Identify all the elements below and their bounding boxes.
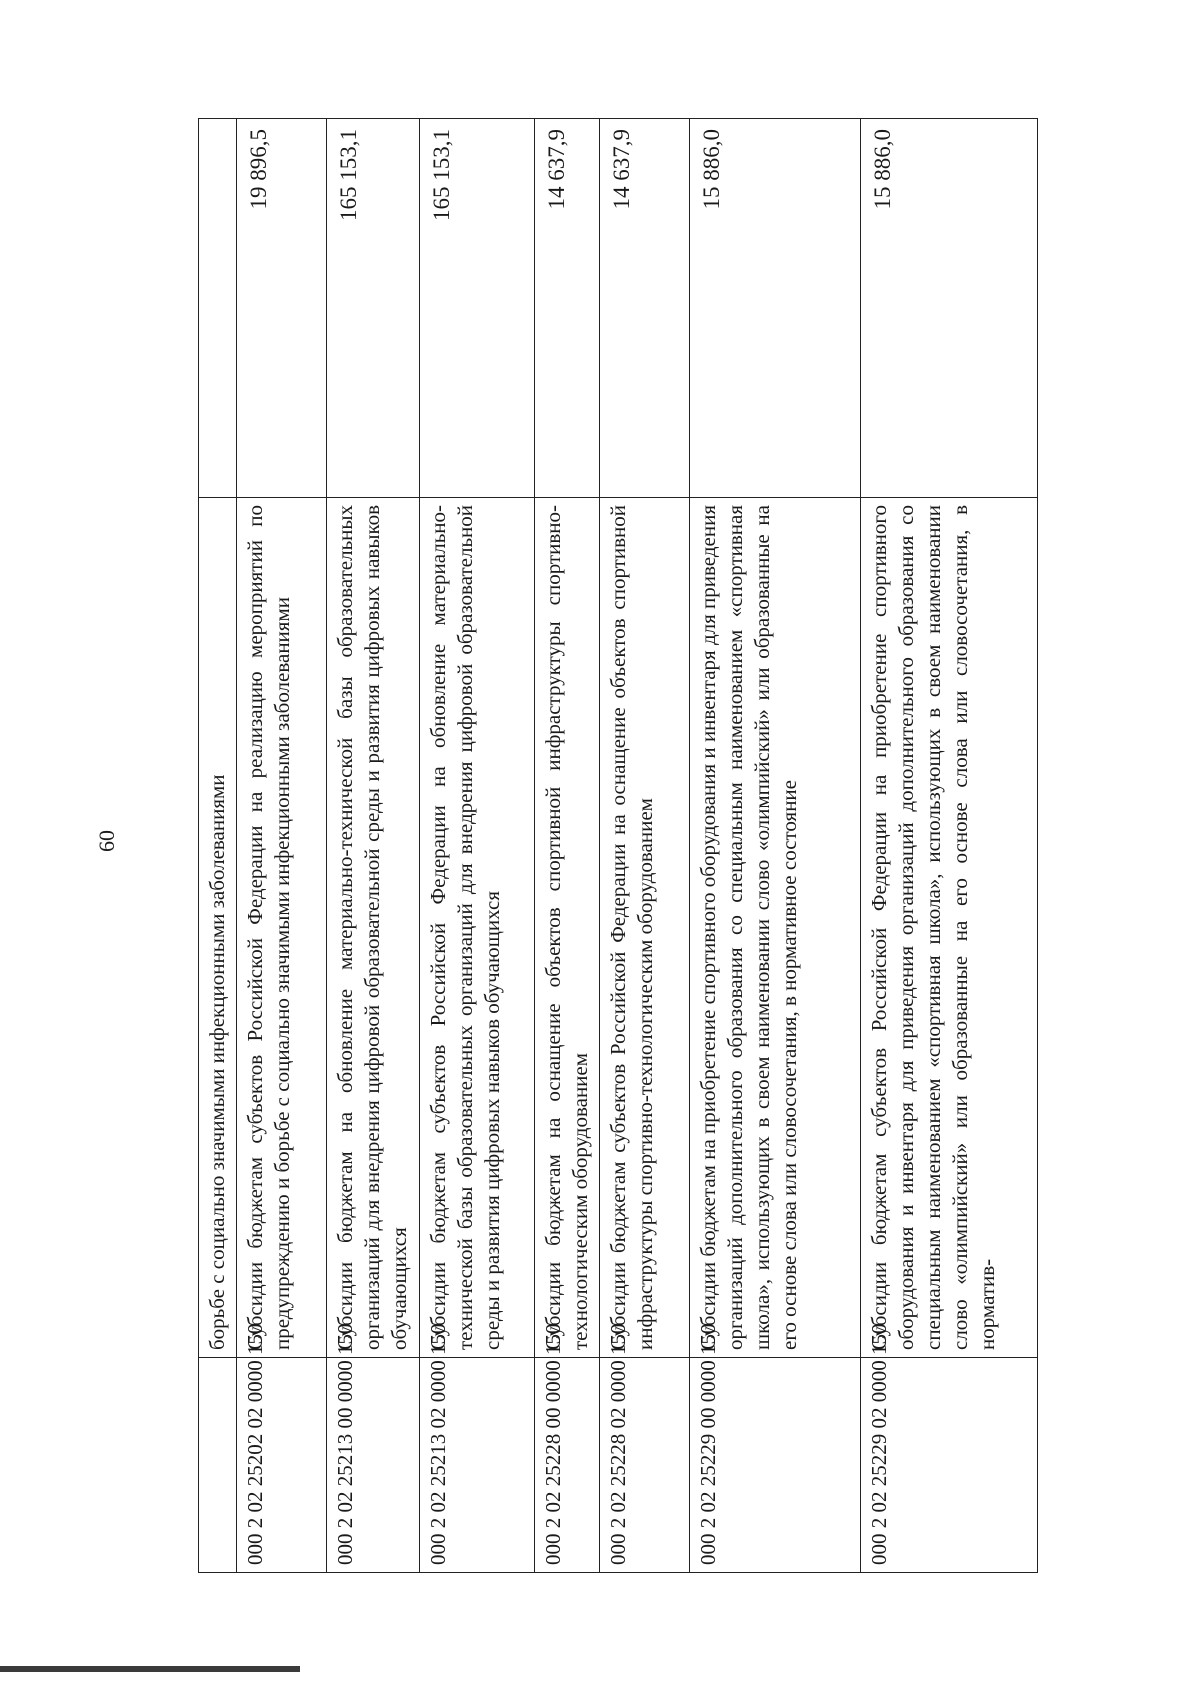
description-cell: Субсидии бюджетам субъектов Российской Федерации на оснащение объектов спортивной инфраструктуры спортивно-технологическим оборудованием bbox=[599, 498, 689, 1358]
table-row bbox=[534, 119, 599, 1573]
amount-cell: 14 637,9 bbox=[534, 119, 599, 498]
page-number: 60 bbox=[94, 830, 119, 852]
table-row bbox=[860, 119, 1038, 1573]
description-cell: Субсидии бюджетам субъектов Российской Федерации на реализацию мероприятий по предупреждению и борьбе с социально значимыми инфекционными заболеваниями bbox=[237, 498, 327, 1358]
amount-cell: 165 153,1 bbox=[327, 119, 419, 498]
table-row bbox=[690, 119, 860, 1573]
description-cell: Субсидии бюджетам на обновление материально-технической базы образовательных организаций для внедрения цифровой образовательной среды и развития цифровых навыков обучающихся bbox=[327, 498, 419, 1358]
table-row bbox=[599, 119, 689, 1573]
amount-cell: 15 886,0 bbox=[690, 119, 860, 498]
table-row bbox=[199, 119, 237, 1573]
amount-cell: 14 637,9 bbox=[599, 119, 689, 498]
amount-cell: 15 886,0 bbox=[860, 119, 1038, 498]
code-cell: 000 2 02 25213 00 0000 150 bbox=[327, 1358, 419, 1573]
amount-cell: 19 896,5 bbox=[237, 119, 327, 498]
rotated-table-container bbox=[198, 118, 1038, 1573]
code-cell: 000 2 02 25229 00 0000 150 bbox=[690, 1358, 860, 1573]
table-row bbox=[419, 119, 534, 1573]
table-row bbox=[237, 119, 327, 1573]
code-cell: 000 2 02 25229 02 0000 150 bbox=[860, 1358, 1038, 1573]
description-cell: Субсидии бюджетам на приобретение спортивного оборудования и инвентаря для приведения организаций дополнительного образования со специальным наименованием «спортивная школа», использующих в своем наименовании слово «олимпийский» или образованные на его основе слова или словосочетания, в нормативное состояние bbox=[690, 498, 860, 1358]
code-cell: 000 2 02 25213 02 0000 150 bbox=[419, 1358, 534, 1573]
budget-table bbox=[198, 118, 1038, 1573]
table-row bbox=[327, 119, 419, 1573]
code-cell: 000 2 02 25228 00 0000 150 bbox=[534, 1358, 599, 1573]
code-cell: 000 2 02 25202 02 0000 150 bbox=[237, 1358, 327, 1573]
code-cell bbox=[199, 1358, 237, 1573]
code-cell: 000 2 02 25228 02 0000 150 bbox=[599, 1358, 689, 1573]
amount-cell: 165 153,1 bbox=[419, 119, 534, 498]
description-cell: Субсидии бюджетам субъектов Российской Федерации на приобретение спортивного оборудования и инвентаря для приведения организаций дополнительного образования со специальным наименованием «спортивная школа», использующих в своем наименовании слово «олимпийский» или образованные на его основе слова или словосочетания, в норматив- bbox=[860, 498, 1038, 1358]
amount-cell bbox=[199, 119, 237, 498]
description-cell: борьбе с социально значимыми инфекционными заболеваниями bbox=[199, 498, 237, 1358]
description-cell: Субсидии бюджетам на оснащение объектов спортивной инфраструктуры спортивно-технологическим оборудованием bbox=[534, 498, 599, 1358]
description-cell: Субсидии бюджетам субъектов Российской Федерации на обновление материально-технической базы образовательных организаций для внедрения цифровой образовательной среды и развития цифровых навыков обучающихся bbox=[419, 498, 534, 1358]
scan-edge-line bbox=[0, 1666, 300, 1672]
